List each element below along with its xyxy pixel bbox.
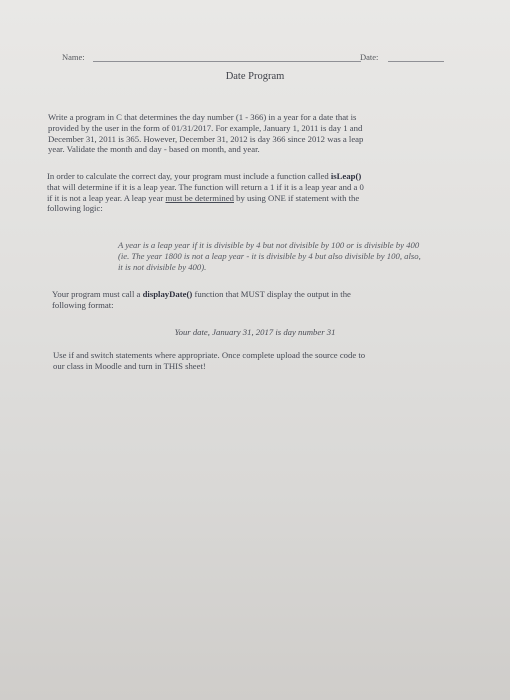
display-line-text: function that MUST display the output in the [192, 289, 351, 299]
intro-line: provided by the user in the form of 01/31/2017. For example, January 1, 2011 is day 1 and [48, 122, 363, 133]
instructions-line: our class in Moodle and turn in THIS sheet! [53, 360, 206, 371]
page-title: Date Program [225, 71, 285, 82]
name-blank-line [93, 61, 361, 62]
instructions-paragraph [53, 350, 473, 372]
display-line-text: Your program must call a [52, 289, 143, 299]
intro-line: December 31, 2011 is 365. However, December 31, 2012 is day 366 since 2012 was a leap [48, 133, 364, 144]
isleap-line [47, 171, 467, 182]
isleap-paragraph [47, 171, 467, 214]
logic-line: A year is a leap year if it is divisible by 4 but not divisible by 100 or is divisible by 400 [118, 240, 420, 250]
leap-logic-block [118, 240, 421, 272]
isleap-function-name: isLeap() [330, 171, 362, 181]
isleap-line-text: by using ONE if statement with the [233, 192, 360, 203]
isleap-line-text: In order to calculate the correct day, your program must include a function called [47, 171, 331, 181]
logic-line: (ie. The year 1800 is not a leap year - it is divisible by 4 but also divisible by 100, also, [118, 250, 421, 261]
date-label: Date: [360, 52, 379, 62]
display-date-function-name: displayDate() [142, 289, 193, 299]
display-line: following format: [52, 299, 114, 310]
isleap-line: that will determine if it is a leap year. The function will return a 1 if it is a leap year and a 0 [47, 181, 364, 192]
isleap-line [47, 193, 467, 204]
display-line [52, 289, 472, 300]
intro-paragraph [48, 112, 468, 155]
example-output: Your date, January 31, 2017 is day number 31 [174, 327, 336, 337]
must-be-determined-text: must be determined [165, 192, 234, 203]
date-blank-line [388, 61, 444, 62]
intro-line: Write a program in C that determines the day number (1 - 366) in a year for a date that is [48, 112, 357, 122]
name-label: Name: [62, 52, 85, 62]
logic-line: it is not divisible by 400). [118, 261, 207, 272]
instructions-line: Use if and switch statements where appropriate. Once complete upload the source code to [53, 350, 366, 360]
isleap-line-text: if it is not a leap year. A leap year [47, 192, 166, 203]
intro-line: year. Validate the month and day - based on month, and year. [48, 144, 260, 155]
isleap-line: following logic: [47, 203, 103, 214]
display-date-paragraph [52, 289, 472, 311]
